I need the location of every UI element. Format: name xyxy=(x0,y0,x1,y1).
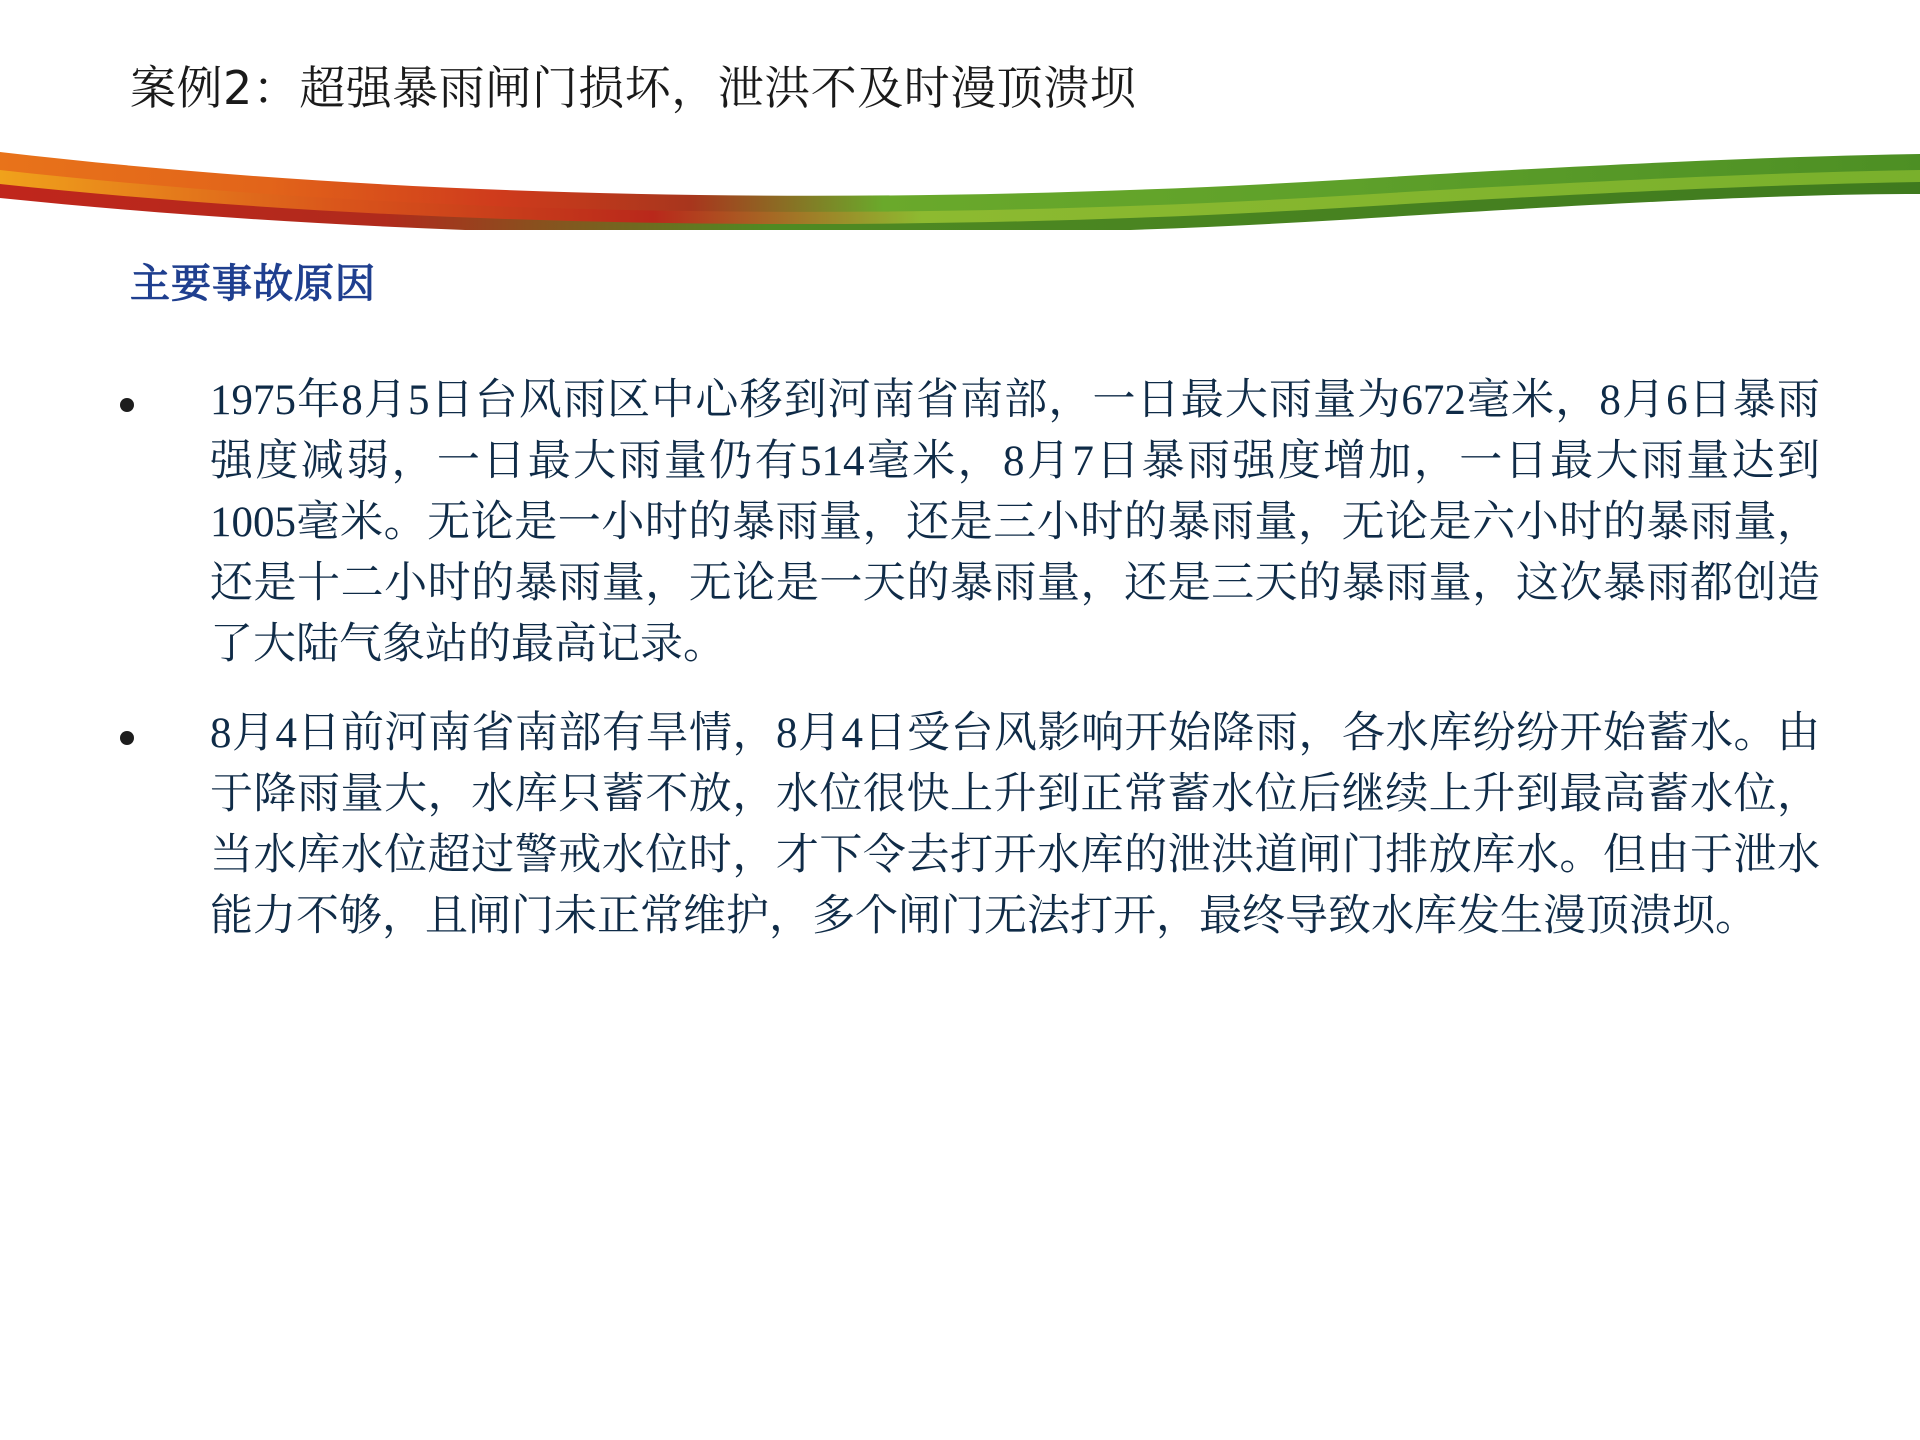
list-item xyxy=(120,370,1820,675)
band-graphic xyxy=(0,150,1920,230)
page-title: 案例2：超强暴雨闸门损坏，泄洪不及时漫顶溃坝 xyxy=(130,61,1137,115)
section-heading: 主要事故原因 xyxy=(130,261,376,307)
list-item-text: 8月4日前河南省南部有旱情，8月4日受台风影响开始降雨，各水库纷纷开始蓄水。由于降雨量大，水库只蓄不放，水位很快上升到正常蓄水位后继续上升到最高蓄水位，当水库水位超过警戒水位时，才下令去打开水库的泄洪道闸门排放库水。但由于泄水能力不够，且闸门未正常维护，多个闸门无法打开，最终导致水库发生漫顶溃坝。 xyxy=(210,710,1820,941)
bullet-list xyxy=(120,370,1820,975)
list-item-text: 1975年8月5日台风雨区中心移到河南省南部，一日最大雨量为672毫米，8月6日暴雨强度减弱，一日最大雨量仍有514毫米，8月7日暴雨强度增加，一日最大雨量达到1005毫米。无论是一小时的暴雨量，还是三小时的暴雨量，无论是六小时的暴雨量，还是十二小时的暴雨量，无论是一天的暴雨量，还是三天的暴雨量，这次暴雨都创造了大陆气象站的最高记录。 xyxy=(210,377,1820,669)
list-item xyxy=(120,703,1820,947)
decorative-color-band xyxy=(0,150,1920,230)
bullet-point-icon xyxy=(120,703,210,751)
bullet-point-icon xyxy=(120,370,210,418)
